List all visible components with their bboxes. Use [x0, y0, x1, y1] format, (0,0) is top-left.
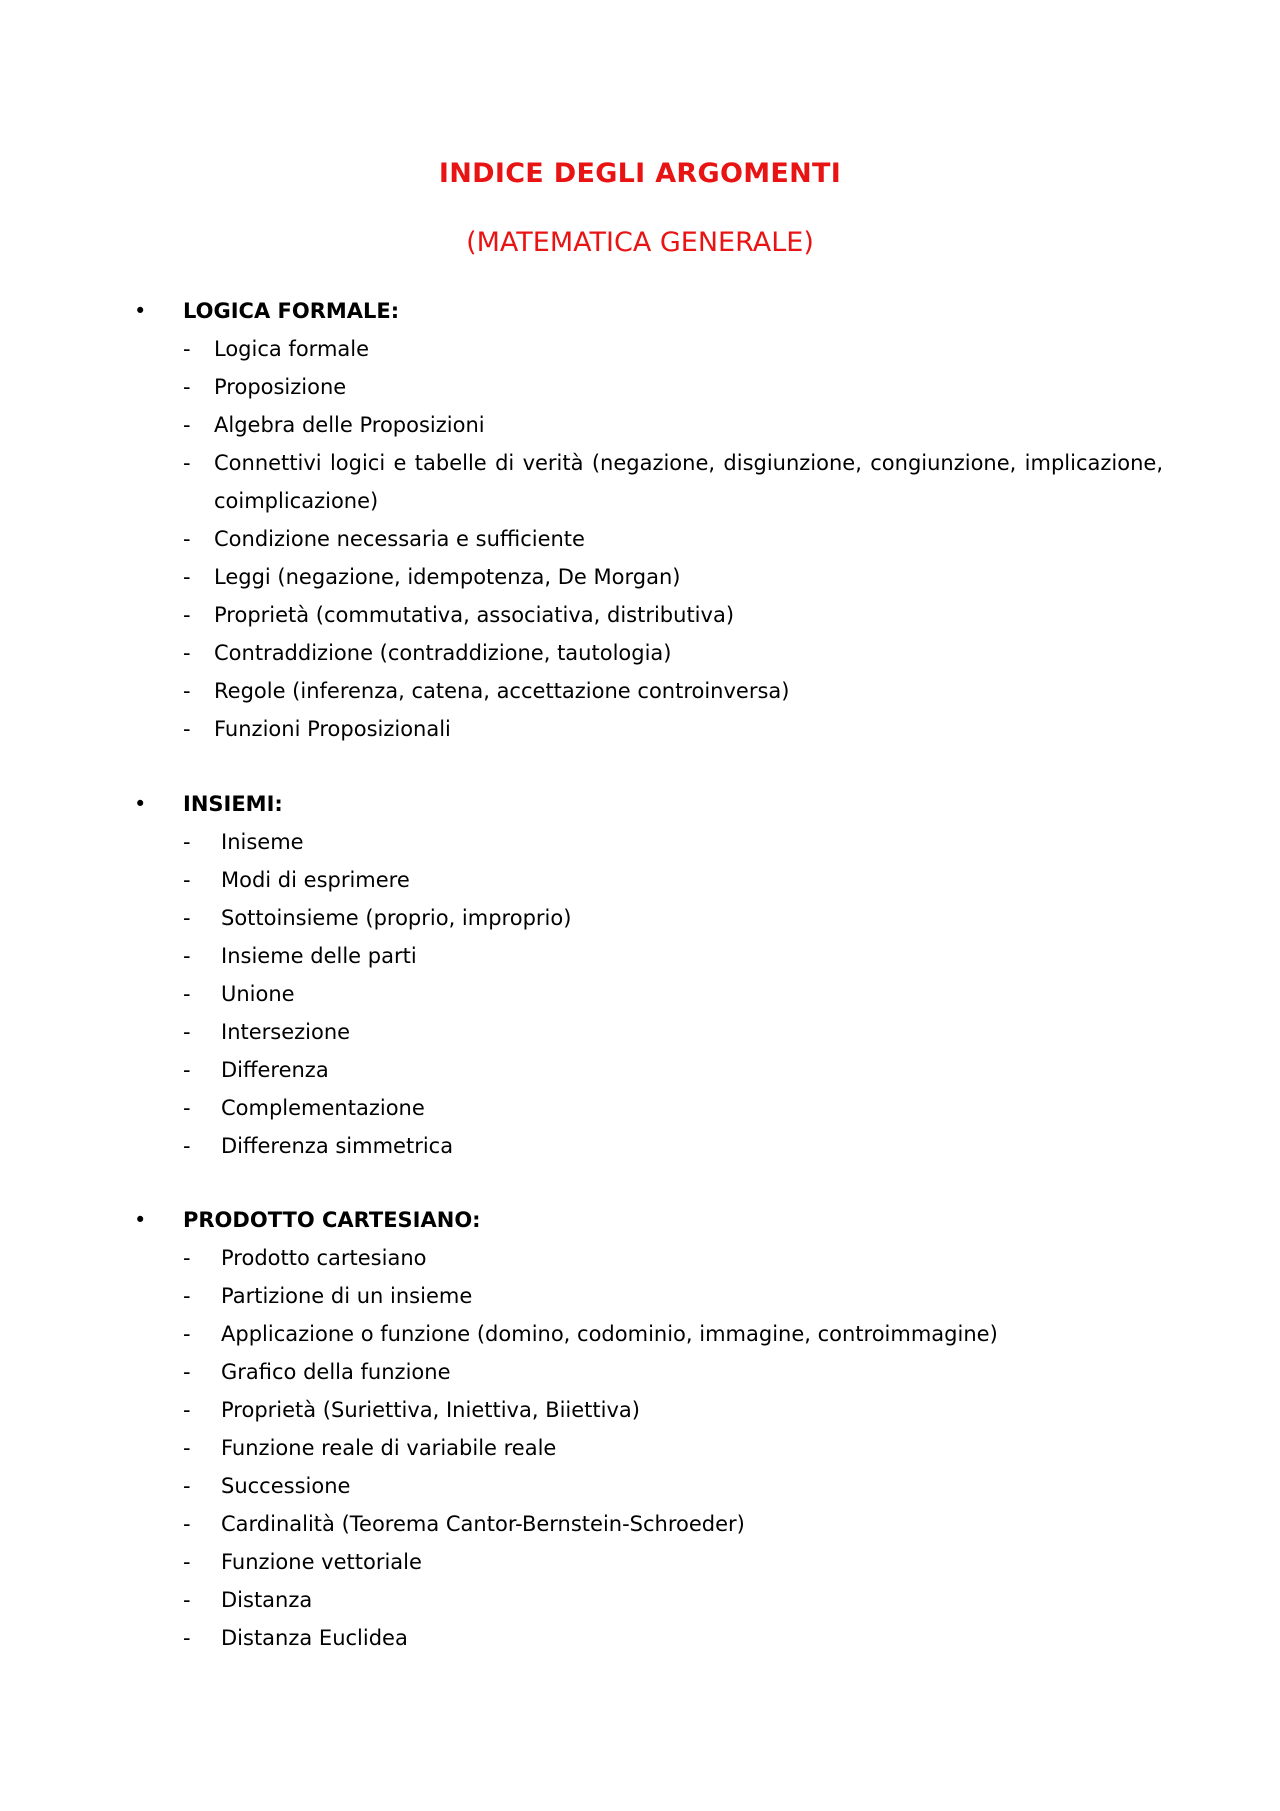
dash-marker: - [183, 717, 191, 741]
dash-marker: - [183, 1474, 191, 1498]
list-item-text: Differenza simmetrica [221, 1134, 454, 1158]
list-item [0, 1619, 1280, 1657]
dash-marker: - [183, 565, 191, 589]
list-item-text: Connettivi logici e tabelle di verità (negazione, disgiunzione, congiunzione, implicazione, coimplicazione) [214, 451, 1163, 513]
list-item [0, 368, 1280, 406]
dash-marker: - [183, 603, 191, 627]
dash-marker: - [183, 375, 191, 399]
section-heading [0, 292, 1280, 330]
dash-marker: - [183, 451, 191, 475]
list-item [0, 1239, 1280, 1277]
dash-marker: - [183, 1134, 191, 1158]
section-logica-formale [0, 292, 1280, 748]
list-item [0, 634, 1280, 672]
list-item [0, 1127, 1280, 1165]
list-item-text: Sottoinsieme (proprio, improprio) [221, 906, 572, 930]
list-item-text: Contraddizione (contraddizione, tautologia) [214, 641, 672, 665]
topic-list [0, 823, 1280, 1165]
section-title: INSIEMI: [183, 792, 283, 816]
bullet-icon: • [134, 1208, 147, 1232]
list-item [0, 672, 1280, 710]
dash-marker: - [183, 337, 191, 361]
list-item-text: Leggi (negazione, idempotenza, De Morgan) [214, 565, 681, 589]
list-item-text: Logica formale [214, 337, 370, 361]
list-item-text: Distanza [221, 1588, 313, 1612]
list-item [0, 520, 1280, 558]
dash-marker: - [183, 1588, 191, 1612]
bullet-icon: • [134, 792, 147, 816]
list-item [0, 1429, 1280, 1467]
dash-marker: - [183, 1058, 191, 1082]
list-item-text: Differenza [221, 1058, 329, 1082]
list-item [0, 710, 1280, 748]
list-item-text: Complementazione [221, 1096, 425, 1120]
list-item-text: Condizione necessaria e sufficiente [214, 527, 585, 551]
section-prodotto-cartesiano [0, 1201, 1280, 1657]
list-item-text: Unione [221, 982, 295, 1006]
list-item [0, 1505, 1280, 1543]
list-item [0, 861, 1280, 899]
list-item [0, 937, 1280, 975]
dash-marker: - [183, 527, 191, 551]
list-item-text: Regole (inferenza, catena, accettazione controinversa) [214, 679, 790, 703]
list-item [0, 1277, 1280, 1315]
dash-marker: - [183, 982, 191, 1006]
dash-marker: - [183, 679, 191, 703]
section-heading [0, 785, 1280, 823]
dash-marker: - [183, 830, 191, 854]
list-item [0, 1391, 1280, 1429]
list-item [0, 444, 1280, 520]
list-item-text: Intersezione [221, 1020, 351, 1044]
dash-marker: - [183, 1284, 191, 1308]
list-item-text: Cardinalità (Teorema Cantor-Bernstein-Schroeder) [221, 1512, 745, 1536]
section-title: PRODOTTO CARTESIANO: [183, 1208, 481, 1232]
list-item [0, 899, 1280, 937]
dash-marker: - [183, 641, 191, 665]
list-item [0, 1089, 1280, 1127]
dash-marker: - [183, 1020, 191, 1044]
list-item [0, 558, 1280, 596]
section-heading [0, 1201, 1280, 1239]
list-item [0, 1581, 1280, 1619]
list-item [0, 975, 1280, 1013]
list-item-text: Partizione di un insieme [221, 1284, 473, 1308]
list-item-text: Proprietà (commutativa, associativa, distributiva) [214, 603, 735, 627]
list-item [0, 1353, 1280, 1391]
list-item [0, 1467, 1280, 1505]
list-item-text: Algebra delle Proposizioni [214, 413, 485, 437]
list-item [0, 1315, 1280, 1353]
list-item [0, 1013, 1280, 1051]
list-item-text: Grafico della funzione [221, 1360, 451, 1384]
list-item [0, 406, 1280, 444]
dash-marker: - [183, 1436, 191, 1460]
list-item-text: Distanza Euclidea [221, 1626, 408, 1650]
dash-marker: - [183, 1626, 191, 1650]
list-item-text: Insieme delle parti [221, 944, 417, 968]
dash-marker: - [183, 944, 191, 968]
list-item-text: Iniseme [221, 830, 304, 854]
list-item-text: Funzione vettoriale [221, 1550, 422, 1574]
dash-marker: - [183, 413, 191, 437]
list-item-text: Prodotto cartesiano [221, 1246, 427, 1270]
document-subtitle: (MATEMATICA GENERALE) [466, 227, 814, 258]
list-item-text: Funzioni Proposizionali [214, 717, 451, 741]
dash-marker: - [183, 868, 191, 892]
dash-marker: - [183, 1398, 191, 1422]
document-title: INDICE DEGLI ARGOMENTI [438, 158, 842, 189]
section-insiemi [0, 785, 1280, 1165]
topic-list [0, 1239, 1280, 1657]
dash-marker: - [183, 1322, 191, 1346]
dash-marker: - [183, 1246, 191, 1270]
list-item [0, 1543, 1280, 1581]
list-item-text: Proprietà (Suriettiva, Iniettiva, Biiettiva) [221, 1398, 640, 1422]
list-item [0, 596, 1280, 634]
list-item-text: Applicazione o funzione (domino, codominio, immagine, controimmagine) [221, 1322, 998, 1346]
section-title: LOGICA FORMALE: [183, 299, 400, 323]
dash-marker: - [183, 1096, 191, 1120]
list-item [0, 823, 1280, 861]
dash-marker: - [183, 1360, 191, 1384]
dash-marker: - [183, 906, 191, 930]
list-item-text: Successione [221, 1474, 351, 1498]
list-item-text: Proposizione [214, 375, 347, 399]
list-item [0, 1051, 1280, 1089]
topic-list [0, 330, 1280, 748]
list-item-text: Modi di esprimere [221, 868, 410, 892]
dash-marker: - [183, 1550, 191, 1574]
bullet-icon: • [134, 299, 147, 323]
dash-marker: - [183, 1512, 191, 1536]
list-item [0, 330, 1280, 368]
list-item-text: Funzione reale di variabile reale [221, 1436, 557, 1460]
